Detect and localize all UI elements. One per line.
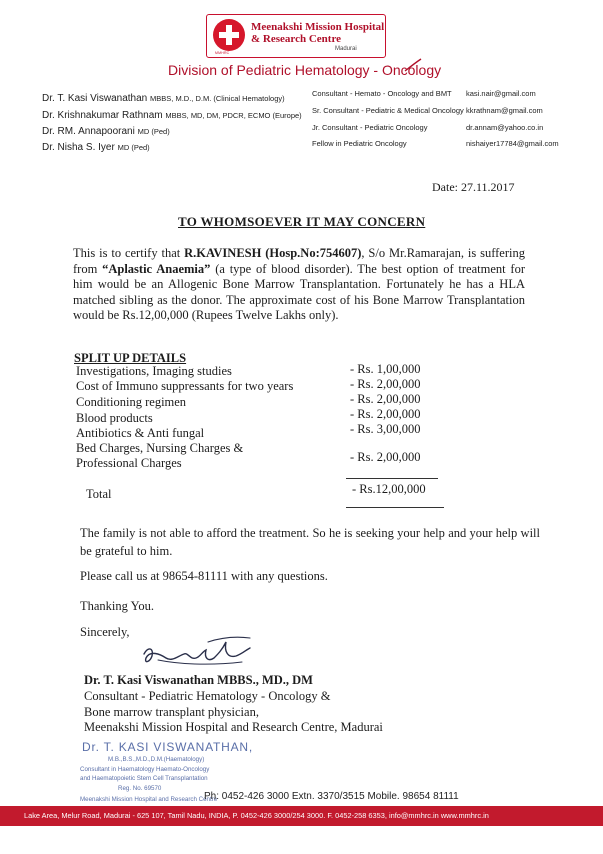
patient-name: R.KAVINESH (Hosp.No:754607) [184, 246, 362, 260]
cost-item-label: Investigations, Imaging studies [76, 364, 232, 378]
cost-item-label: Blood products [76, 411, 153, 425]
help-paragraph: The family is not able to afford the treatment. So he is seeking your help and your help will be grateful to him. [80, 526, 540, 558]
hospital-city: Madurai [335, 46, 357, 52]
swoosh-icon [404, 58, 422, 72]
cost-item-amount: - Rs. 2,00,000 [350, 450, 421, 464]
doctor-name [42, 93, 285, 104]
total-rule-top [346, 478, 438, 479]
doctor-name-text: Dr. T. Kasi Viswanathan [42, 93, 148, 104]
doctor-name [42, 126, 170, 137]
total-rule-bottom [346, 507, 444, 508]
doctor-name-text: Dr. Nisha S. Iyer [42, 142, 115, 153]
contact-line: Ph: 0452-426 3000 Extn. 3370/3515 Mobile. 98654 81111 [204, 791, 459, 802]
stamp-name: Dr. T. KASI VISWANATHAN, [82, 740, 254, 754]
cost-item-amount: - Rs. 3,00,000 [350, 422, 421, 436]
doctor-name-text: Dr. Krishnakumar Rathnam [42, 110, 163, 121]
doctor-qualification: MBBS, MD, DM, PDCR, ECMO (Europe) [165, 111, 302, 120]
cost-item-label: Antibiotics & Anti fungal [76, 426, 205, 440]
total-label: Total [86, 487, 112, 501]
letter-subject: TO WHOMSOEVER IT MAY CONCERN [178, 214, 426, 229]
thanks-line: Thanking You. [80, 599, 154, 613]
signatory-title: Bone marrow transplant physician, [84, 705, 259, 719]
division-title: Division of Pediatric Hematology - Oncology [168, 62, 442, 78]
cost-item-amount: - Rs. 2,00,000 [350, 392, 421, 406]
cost-item-label: Conditioning regimen [76, 395, 187, 409]
stamp-line: Meenakshi Mission Hospital and Research Centre [80, 796, 218, 803]
doctor-qualification: MD (Ped) [117, 143, 150, 152]
cost-item-label-2: Professional Charges [76, 456, 182, 470]
doctor-role: Sr. Consultant - Pediatric & Medical Oncology [312, 106, 464, 115]
cost-item-amount: - Rs. 2,00,000 [350, 407, 421, 421]
cost-item-label: Cost of Immuno suppressants for two years [76, 379, 294, 393]
signatory-institution: Meenakshi Mission Hospital and Research Centre, Madurai [84, 720, 383, 734]
hospital-name [251, 21, 384, 45]
doctor-name-text: Dr. RM. Annapoorani [42, 126, 135, 137]
doctor-role: Consultant - Hemato - Oncology and BMT [312, 89, 452, 98]
hospital-name-line1: Meenakshi Mission Hospital [251, 21, 385, 33]
sincerely-line: Sincerely, [80, 625, 130, 639]
signatory-name: Dr. T. Kasi Viswanathan MBBS., MD., DM [84, 673, 313, 687]
doctor-email[interactable]: dr.annam@yahoo.co.in [466, 123, 544, 132]
doctor-qualification: MBBS, M.D., D.M. (Clinical Hematology) [150, 94, 285, 103]
diagnosis: “Aplastic Anaemia” [102, 261, 211, 276]
doctor-role: Jr. Consultant - Pediatric Oncology [312, 123, 428, 132]
footer-address: Lake Area, Melur Road, Madurai - 625 107, Tamil Nadu, INDIA, P. 0452-426 3000/254 3000. F. 0452-258 6353, info@mmhrc.in www.mmhrc.in [24, 811, 489, 820]
hospital-name-line2: & Research Centre [251, 33, 342, 45]
cost-item-amount: - Rs. 2,00,000 [350, 377, 421, 391]
para-relation: , S/o Mr.Ramarajan, is suffering from [73, 246, 525, 276]
doctor-role: Fellow in Pediatric Oncology [312, 139, 407, 148]
handwritten-signature [138, 628, 258, 674]
hospital-logo-box [206, 14, 386, 58]
doctor-qualification: MD (Ped) [137, 127, 170, 136]
stamp-line: and Haematopoietic Stem Cell Transplantation [80, 775, 208, 782]
letter-date: Date: 27.11.2017 [432, 180, 515, 194]
doctor-name [42, 142, 150, 153]
doctor-email[interactable]: nishaiyer17784@gmail.com [466, 139, 559, 148]
para-rest: (a type of blood disorder). The best option of treatment for him would be an Allogenic Bone Marrow Transplantation. Fortunately he has a HLA matched sibling as the donor. The approximate cost of his Bone Marrow Transplantation would be Rs.12,00,000 (Rupees Twelve Lakhs only). [73, 261, 525, 323]
call-line: Please call us at 98654-81111 with any questions. [80, 569, 328, 583]
doctor-name [42, 110, 302, 121]
cost-item-label: Bed Charges, Nursing Charges & [76, 441, 244, 455]
split-up-heading: SPLIT UP DETAILS [74, 351, 187, 365]
para-intro: This is to certify that [73, 246, 185, 260]
stamp-line: M.B.,B.S.,M.D.,D.M.(Haematology) [108, 756, 205, 763]
medical-cross-icon [213, 19, 245, 51]
doctor-email[interactable]: kasi.nair@gmail.com [466, 89, 536, 98]
total-amount: - Rs.12,00,000 [352, 482, 426, 496]
footer-bar [0, 806, 603, 826]
cost-item-amount: - Rs. 1,00,000 [350, 362, 421, 376]
signatory-title: Consultant - Pediatric Hematology - Oncology & [84, 689, 331, 703]
certification-paragraph [73, 246, 525, 324]
doctor-email[interactable]: kkrathnam@gmail.com [466, 106, 543, 115]
logo-abbreviation: MMHRC [215, 51, 230, 55]
stamp-line: Consultant in Haematology Haemato-Oncology [80, 766, 210, 773]
stamp-line: Reg. No. 69570 [118, 785, 162, 792]
